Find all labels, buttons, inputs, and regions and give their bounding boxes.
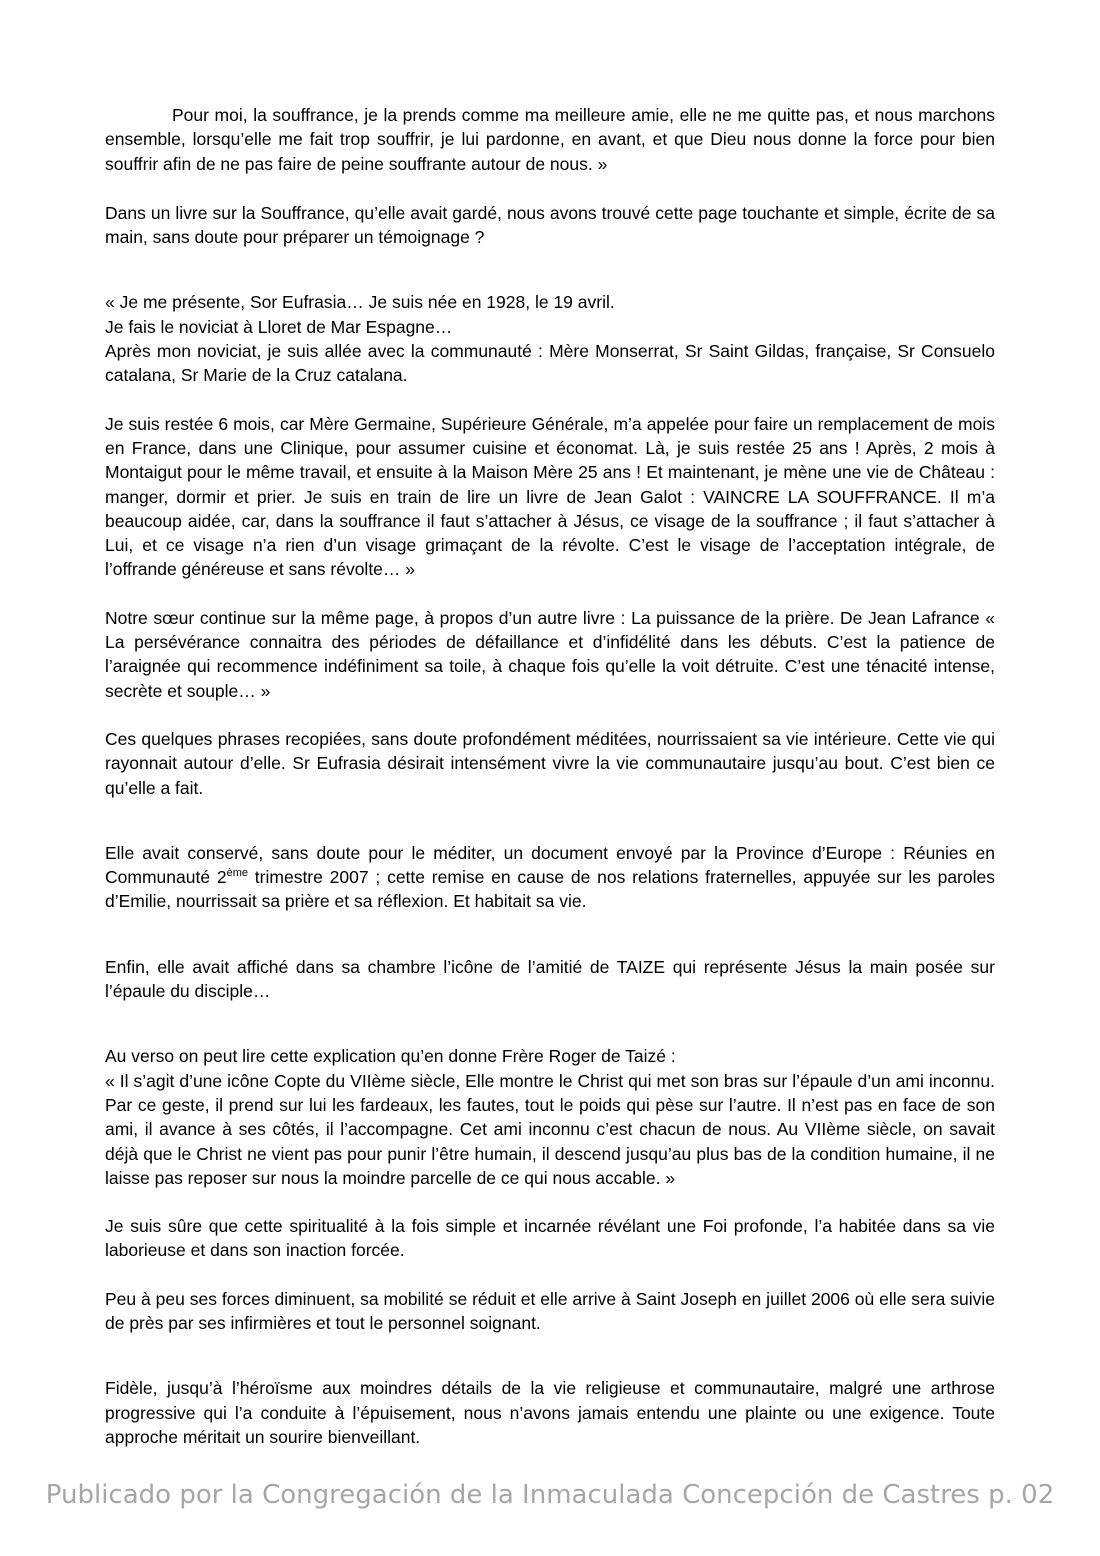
paragraph-icon-explanation: « Il s’agit d’une icône Copte du VIIème siècle, Elle montre le Christ qui met son bras sur l’épaule d’un ami inconnu. Par ce geste, il prend sur lui les fardeaux, les fautes, tout le poids qui pèse sur l’autre. Il n’est pas en face de son ami, il avance à ses côtés, il l’accompagne. Cet ami inconnu c’est chacun de nous. Au VIIème siècle, on savait déjà que le Christ ne vient pas pour punir l’être humain, il descend jusqu’au plus bas de la condition humaine, il ne laisse pas reposer sur nous la moindre parcelle de ce qui nous accable. » [105, 1070, 995, 1188]
paragraph-self-introduction [105, 290, 995, 387]
paragraph-faithful: Fidèle, jusqu’à l’héroïsme aux moindres détails de la vie religieuse et communautaire, malgré une arthrose progressive qui l’a conduite à l’épuisement, nous n’avons jamais entendu une plainte ou une exigence. Toute approche méritait un sourire bienveillant. [105, 1378, 995, 1447]
paragraph-province-document [105, 841, 995, 914]
ordinal-superscript: ème [226, 867, 248, 880]
paragraph-saint-joseph: Peu à peu ses forces diminuent, sa mobilité se réduit et elle arrive à Saint Joseph en juillet 2006 où elle sera suivie de près par ses infirmières et tout le personnel soignant. [105, 1288, 995, 1333]
paragraph-taize-icon: Enfin, elle avait affiché dans sa chambre l’icône de l’amitié de TAIZE qui représente Jésus la main posée sur l’épaule du disciple… [105, 956, 995, 1002]
province-document-text-b: trimestre 2007 ; cette remise en cause de nos relations fraternelles, appuyée sur les paroles d’Emilie, nourrissait sa prière et sa réflexion. Et habitait sa vie. [105, 867, 995, 912]
province-document-text-a: Elle avait conservé, sans doute pour le méditer, un document envoyé par la Province d’Europe : Réunies en Communauté 2 [105, 842, 995, 888]
page-footer: Publicado por la Congregación de la Inmaculada Concepción de Castres p. 02 [45, 1480, 1055, 1510]
intro-line-birth: « Je me présente, Sor Eufrasia… Je suis née en 1928, le 19 avril. [105, 292, 615, 313]
paragraph-prayer-book: Notre sœur continue sur la même page, à propos d’un autre livre : La puissance de la prière. De Jean Lafrance « La persévérance connaitra des périodes de défaillance et d’infidélité dans les débuts. C’est la patience de l’araignée qui recommence indéfiniment sa toile, à chaque fois qu’elle la voit détruite. C’est une ténacité intense, secrète et souple… » [105, 607, 995, 701]
intro-line-novitiate: Je fais le noviciat à Lloret de Mar Espagne… [105, 316, 453, 337]
paragraph-verso-intro: Au verso on peut lire cette explication qu’en donne Frère Roger de Taizé : [105, 1046, 676, 1067]
paragraph-inner-life: Ces quelques phrases recopiées, sans doute profondément méditées, nourrissaient sa vie intérieure. Cette vie qui rayonnait autour d’elle. Sr Eufrasia désirait intensément vivre la vie communautaire jusqu’au bout. C’est bien ce qu’elle a fait. [105, 728, 995, 798]
paragraph-book-found: Dans un livre sur la Souffrance, qu’elle avait gardé, nous avons trouvé cette page touchante et simple, écrite de sa main, sans doute pour préparer un témoignage ? [105, 202, 995, 248]
paragraph-spirituality: Je suis sûre que cette spiritualité à la fois simple et incarnée révélant une Foi profonde, l’a habitée dans sa vie laborieuse et dans son inaction forcée. [105, 1216, 995, 1261]
intro-line-community: Après mon noviciat, je suis allée avec la communauté : Mère Monserrat, Sr Saint Gildas, française, Sr Consuelo catalana, Sr Marie de la Cruz catalana. [105, 341, 995, 386]
paragraph-suffering-friend: Pour moi, la souffrance, je la prends comme ma meilleure amie, elle ne me quitte pas, et nous marchons ensemble, lorsqu’elle me fait trop souffrir, je lui pardonne, en avant, et que Dieu nous donne la force pour bien souffrir afin de ne pas faire de peine souffrante autour de nous. » [105, 105, 995, 174]
document-body [105, 103, 995, 1449]
paragraph-life-story: Je suis restée 6 mois, car Mère Germaine, Supérieure Générale, m’a appelée pour faire un remplacement de mois en France, dans une Clinique, pour assumer cuisine et économat. Là, je suis restée 25 ans ! Après, 2 mois à Montaigut pour le même travail, et ensuite à la Maison Mère 25 ans ! Et maintenant, je mène une vie de Château : manger, dormir et prier. Je suis en train de lire un livre de Jean Galot : VAINCRE LA SOUFFRANCE. Il m’a beaucoup aidée, car, dans la souffrance il faut s’attacher à Jésus, ce visage de la souffrance ; il faut s’attacher à Lui, et ce visage n’a rien d’un visage grimaçant de la révolte. C’est le visage de l’acceptation intégrale, de l’offrande généreuse et sans révolte… » [105, 413, 995, 580]
